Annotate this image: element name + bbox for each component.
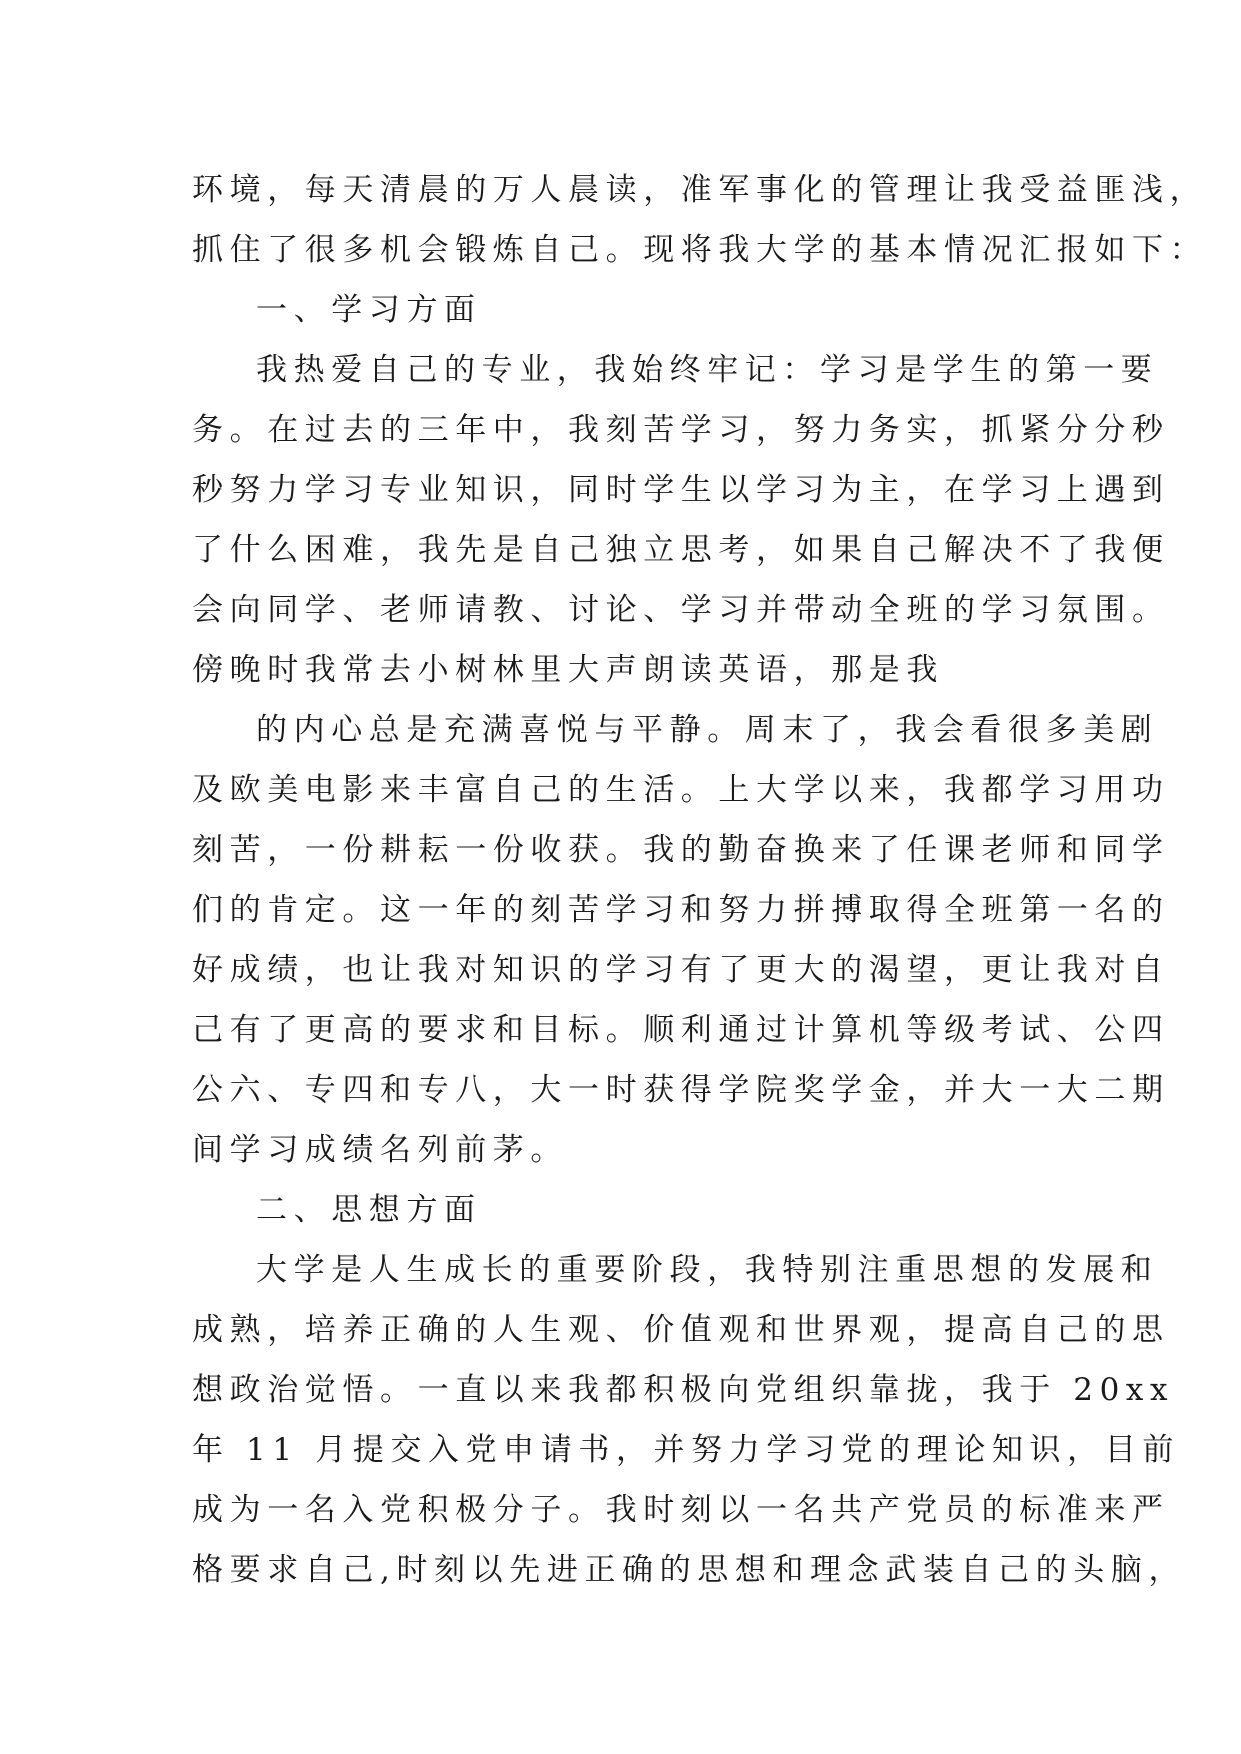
text-line: 格要求自己,时刻以先进正确的思想和理念武装自己的头脑， <box>192 1552 1187 1588</box>
text-line: 环境，每天清晨的万人晨读，准军事化的管理让我受益匪浅， <box>192 172 1208 208</box>
text-line: 务。在过去的三年中，我刻苦学习，努力务实，抓紧分分秒 <box>192 412 1170 448</box>
text-line: 们的肯定。这一年的刻苦学习和努力拼搏取得全班第一名的 <box>192 892 1170 928</box>
text-line: 公六、专四和专八，大一时获得学院奖学金，并大一大二期 <box>192 1072 1170 1108</box>
text-line: 刻苦，一份耕耘一份收获。我的勤奋换来了任课老师和同学 <box>192 832 1170 868</box>
text-line: 会向同学、老师请教、讨论、学习并带动全班的学习氛围。 <box>192 592 1170 628</box>
text-line: 傍晚时我常去小树林里大声朗读英语，那是我 <box>192 652 944 688</box>
text-line: 大学是人生成长的重要阶段，我特别注重思想的发展和 <box>256 1252 1159 1288</box>
text-line: 及欧美电影来丰富自己的生活。上大学以来，我都学习用功 <box>192 772 1170 808</box>
text-line: 了什么困难，我先是自己独立思考，如果自己解决不了我便 <box>192 532 1170 568</box>
text-line: 间学习成绩名列前茅。 <box>192 1132 568 1168</box>
text-line: 抓住了很多机会锻炼自己。现将我大学的基本情况汇报如下： <box>192 232 1208 268</box>
text-line: 己有了更高的要求和目标。顺利通过计算机等级考试、公四 <box>192 1012 1170 1048</box>
text-line: 成为一名入党积极分子。我时刻以一名共产党员的标准来严 <box>192 1492 1170 1528</box>
text-line: 的内心总是充满喜悦与平静。周末了，我会看很多美剧 <box>256 712 1159 748</box>
text-line: 想政治觉悟。一直以来我都积极向党组织靠拢，我于 20xx <box>192 1372 1175 1408</box>
section-heading-study: 一、学习方面 <box>256 292 482 328</box>
text-line: 我热爱自己的专业，我始终牢记：学习是学生的第一要 <box>256 352 1159 388</box>
section-heading-thought: 二、思想方面 <box>256 1192 482 1228</box>
text-line: 成熟，培养正确的人生观、价值观和世界观，提高自己的思 <box>192 1312 1170 1348</box>
text-line: 好成绩，也让我对知识的学习有了更大的渴望，更让我对自 <box>192 952 1170 988</box>
text-line: 秒努力学习专业知识，同时学生以学习为主，在学习上遇到 <box>192 472 1170 508</box>
text-line: 年 11 月提交入党申请书，并努力学习党的理论知识，目前 <box>192 1432 1180 1468</box>
